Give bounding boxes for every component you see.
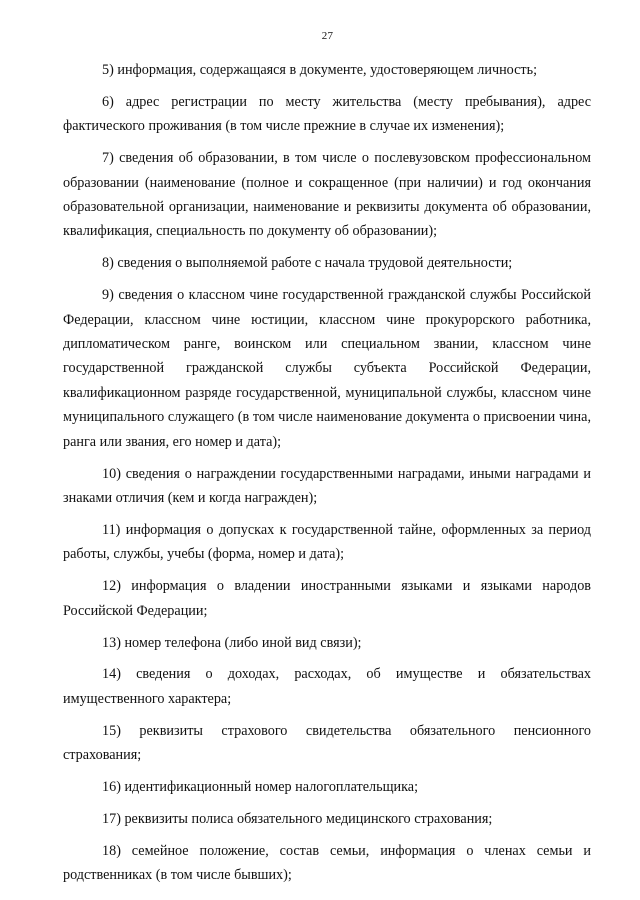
list-item-5: 5) информация, содержащаяся в документе, удостоверяющем личность; <box>102 62 538 78</box>
list-item-6: 6) адрес регистрации по месту жительства (месту пребывания), адрес фактического проживания (в том числе прежние в случае их изменения); <box>63 93 591 135</box>
list-item-15: 15) реквизиты страхового свидетельства обязательного пенсионного страхования; <box>63 722 591 764</box>
list-item-12: 12) информация о владении иностранными языками и языками народов Российской Федерации; <box>63 578 591 619</box>
list-item-9: 9) сведения о классном чине государственной гражданской службы Российской Федерации, классном чине юстиции, классном чине прокурорского работника, дипломатическом ранге, воинском или специальном звании, классном чине государственной гражданской службы субъекта Российской Федерации, квалификационном разряде государственной, муниципальной службы, классном чине муниципального служащего (в том числе наименование документа о присвоении чина, ранга или звания, его номер и дата); <box>63 287 591 450</box>
list-item-7: 7) сведения об образовании, в том числе о послевузовском профессиональном образовании (наименование (полное и сокращенное (при наличии) и год окончания образовательной организации, наименование и реквизиты документа об образовании, квалификация, специальность по документу об образовании); <box>63 150 591 240</box>
list-item-10: 10) сведения о награждении государственными наградами, иными наградами и знаками отличия (кем и когда награжден); <box>63 465 591 506</box>
list-item-18: 18) семейное положение, состав семьи, информация о членах семьи и родственниках (в том числе бывших); <box>63 842 591 884</box>
list-item-8: 8) сведения о выполняемой работе с начала трудовой деятельности; <box>102 255 513 272</box>
list-item-14: 14) сведения о доходах, расходах, об имуществе и обязательствах имущественного характера; <box>63 666 591 707</box>
page-number: 27 <box>321 30 334 42</box>
list-item-13: 13) номер телефона (либо иной вид связи); <box>102 634 362 651</box>
document-body <box>63 58 591 895</box>
list-item-17: 17) реквизиты полиса обязательного медицинского страхования; <box>102 810 493 827</box>
list-item-11: 11) информация о допусках к государственной тайне, оформленных за период работы, службы, учебы (форма, номер и дата); <box>63 521 591 563</box>
list-item-16: 16) идентификационный номер налогоплательщика; <box>102 779 419 796</box>
